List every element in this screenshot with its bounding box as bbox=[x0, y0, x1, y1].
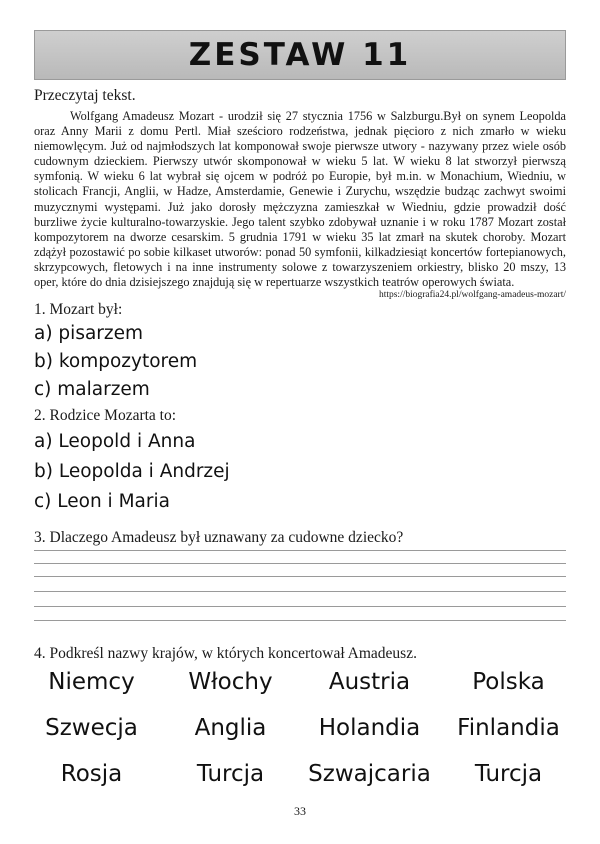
title-banner bbox=[34, 30, 566, 80]
question-1-option-c[interactable]: c) malarzem bbox=[34, 379, 150, 400]
country-word[interactable]: Rosja bbox=[60, 761, 123, 787]
answer-line[interactable] bbox=[34, 563, 566, 564]
answer-line[interactable] bbox=[34, 576, 566, 577]
country-word[interactable]: Anglia bbox=[194, 715, 267, 741]
country-word[interactable]: Szwecja bbox=[45, 715, 138, 741]
answer-line[interactable] bbox=[34, 620, 566, 621]
country-word[interactable]: Austria bbox=[328, 669, 411, 695]
question-1: 1. Mozart był: bbox=[34, 301, 123, 318]
country-word[interactable]: Holandia bbox=[318, 715, 421, 741]
country-word[interactable]: Szwajcaria bbox=[308, 761, 431, 787]
reading-passage: Wolfgang Amadeusz Mozart - urodził się 27 stycznia 1756 w Salzburgu.Był on synem Leopolda oraz Anny Marii z domu Pertl. Miał sześcioro rodzeństwa, jednak pięcioro z nich zmarło w wieku niemowlęcym. Już od najmłodszych lat komponował swoje pierwsze utwory - nazywany przez wiele osób cudownym dzieckiem. Pierwszy utwór skomponował w wieku 5 lat. W wieku 8 lat stworzył pierwszą symfonią. W wieku 6 lat wybrał się ojcem w podróż po Europie, był m.in. w Monachium, Wiedniu, w stolicach Francji, Anglii, w Hadze, Amsterdamie, Genewie i Zurychu, wszędzie budząc zachwyt swoimi muzycznymi występami. Już jako dorosły mężczyzna zamieszkał w Wiedniu, gdzie prowadził dość burzliwe życie kulturalno-towarzyskie. Jego talent szybko zdobywał uznanie i w roku 1787 Mozart został kompozytorem na dworze cesarskim. 5 grudnia 1791 w wieku 35 lat zmarł na skutek choroby. Mozart zdążył pozostawić po sobie kilkaset utworów: ponad 50 symfonii, kilkadziesiąt koncertów fortepianowych, skrzypcowych, fletowych i na inne instrumenty solowe z towarzyszeniem orkiestry, blisko 20 mszy, 13 oper, które do dnia dzisiejszego znajdują się w repertuarze wszystkich teatrów operowych świata. bbox=[34, 109, 566, 290]
question-1-option-a[interactable]: a) pisarzem bbox=[34, 323, 144, 344]
source-link: https://biografia24.pl/wolfgang-amadeus-mozart/ bbox=[378, 290, 566, 300]
country-word[interactable]: Niemcy bbox=[48, 669, 135, 695]
question-1-option-b[interactable]: b) kompozytorem bbox=[34, 351, 198, 372]
question-2-option-c[interactable]: c) Leon i Maria bbox=[34, 491, 170, 512]
country-word[interactable]: Turcja bbox=[474, 761, 543, 787]
question-2-option-b[interactable]: b) Leopolda i Andrzej bbox=[34, 461, 230, 482]
country-grid bbox=[22, 668, 578, 789]
answer-line[interactable] bbox=[34, 550, 566, 551]
answer-line[interactable] bbox=[34, 606, 566, 607]
question-2: 2. Rodzice Mozarta to: bbox=[34, 407, 177, 424]
page-title: ZESTAW 11 bbox=[188, 37, 412, 73]
page-number: 33 bbox=[294, 804, 306, 818]
instruction-text: Przeczytaj tekst. bbox=[34, 87, 136, 104]
country-word[interactable]: Polska bbox=[472, 669, 545, 695]
country-word[interactable]: Turcja bbox=[196, 761, 265, 787]
answer-line[interactable] bbox=[34, 591, 566, 592]
country-word[interactable]: Włochy bbox=[188, 669, 273, 695]
question-2-option-a[interactable]: a) Leopold i Anna bbox=[34, 431, 196, 452]
question-3: 3. Dlaczego Amadeusz był uznawany za cudowne dziecko? bbox=[34, 529, 404, 546]
country-word[interactable]: Finlandia bbox=[457, 715, 560, 741]
question-4: 4. Podkreśl nazwy krajów, w których koncertował Amadeusz. bbox=[34, 645, 417, 662]
